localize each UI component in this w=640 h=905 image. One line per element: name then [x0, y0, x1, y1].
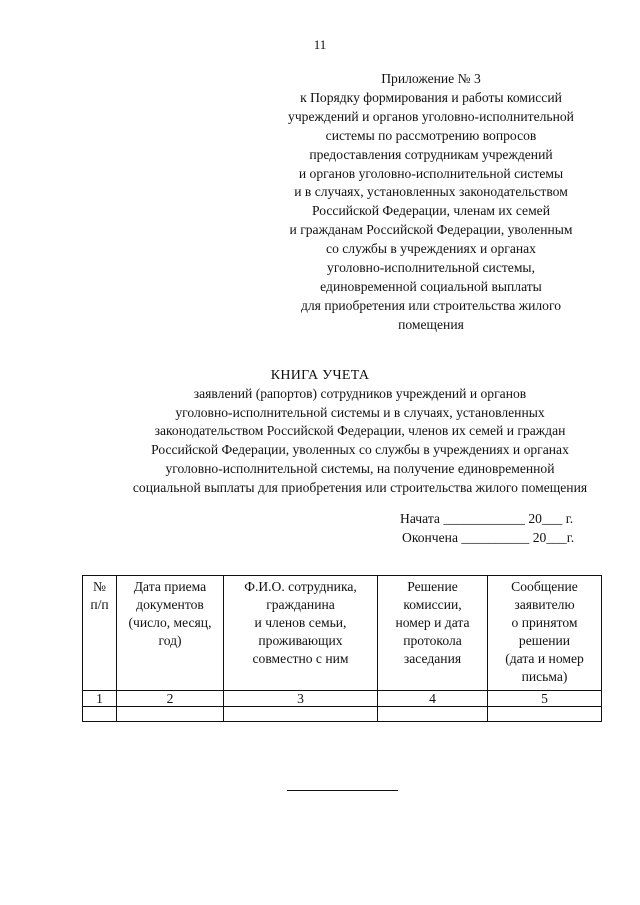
appendix-line: и в случаях, установленных законодательством — [294, 184, 568, 200]
page-number: 11 — [313, 37, 327, 52]
empty-cell — [83, 707, 117, 722]
column-number: 1 — [83, 691, 117, 707]
book-description — [80, 385, 640, 497]
header-cell-date: Дата приема документов (число, месяц, год) — [117, 576, 224, 691]
column-number: 2 — [117, 691, 224, 707]
header-cell-notification: Сообщение заявителю о принятом решении (дата и номер письма) — [488, 576, 602, 691]
column-number: 4 — [378, 691, 488, 707]
appendix-line: Российской Федерации, членам их семей — [312, 203, 550, 219]
empty-row — [83, 707, 602, 722]
appendix-line: единовременной социальной выплаты — [320, 278, 542, 294]
column-number-row — [83, 691, 602, 707]
appendix-line: со службы в учреждениях и органах — [326, 241, 536, 257]
header-cell-name: Ф.И.О. сотрудника, гражданина и членов семьи, проживающих совместно с ним — [224, 576, 378, 691]
empty-cell — [224, 707, 378, 722]
ended-date: Окончена __________ 20___г. — [402, 529, 575, 545]
appendix-line: предоставления сотрудникам учреждений — [309, 146, 553, 162]
column-number: 5 — [488, 691, 602, 707]
appendix-line: учреждений и органов уголовно-исполнительной — [288, 108, 574, 124]
description-line: социальной выплаты для приобретения или строительства жилого помещения — [132, 479, 588, 495]
header-cell-number: № п/п — [83, 576, 117, 691]
description-line: уголовно-исполнительной системы, на получение единовременной — [165, 460, 555, 476]
column-number: 3 — [224, 691, 378, 707]
book-title: КНИГА УЧЕТА — [270, 368, 370, 383]
appendix-block — [270, 70, 592, 335]
dates-block — [400, 510, 600, 547]
empty-cell — [488, 707, 602, 722]
appendix-line: и органов уголовно-исполнительной системы — [298, 165, 564, 181]
description-line: уголовно-исполнительной системы и в случаях, установленных — [175, 404, 545, 420]
empty-cell — [378, 707, 488, 722]
description-line: заявлений (рапортов) сотрудников учреждений и органов — [193, 386, 527, 401]
started-date: Начата ____________ 20___ г. — [400, 511, 574, 526]
appendix-line: Приложение № 3 — [381, 71, 481, 86]
appendix-line: для приобретения или строительства жилого — [300, 297, 562, 313]
ledger-table — [82, 575, 602, 722]
end-divider-line — [287, 790, 398, 791]
appendix-line: помещения — [398, 316, 464, 332]
appendix-line: системы по рассмотрению вопросов — [325, 127, 537, 143]
description-line: законодательством Российской Федерации, членов их семей и граждан — [154, 423, 566, 439]
description-line: Российской Федерации, уволенных со службы в учреждениях и органах — [151, 442, 569, 458]
appendix-line: к Порядку формирования и работы комиссий — [300, 89, 562, 105]
empty-cell — [117, 707, 224, 722]
header-cell-decision: Решение комиссии, номер и дата протокола заседания — [378, 576, 488, 691]
appendix-line: уголовно-исполнительной системы, — [327, 260, 535, 276]
appendix-line: и гражданам Российской Федерации, уволенным — [289, 222, 573, 238]
header-row — [83, 576, 602, 691]
